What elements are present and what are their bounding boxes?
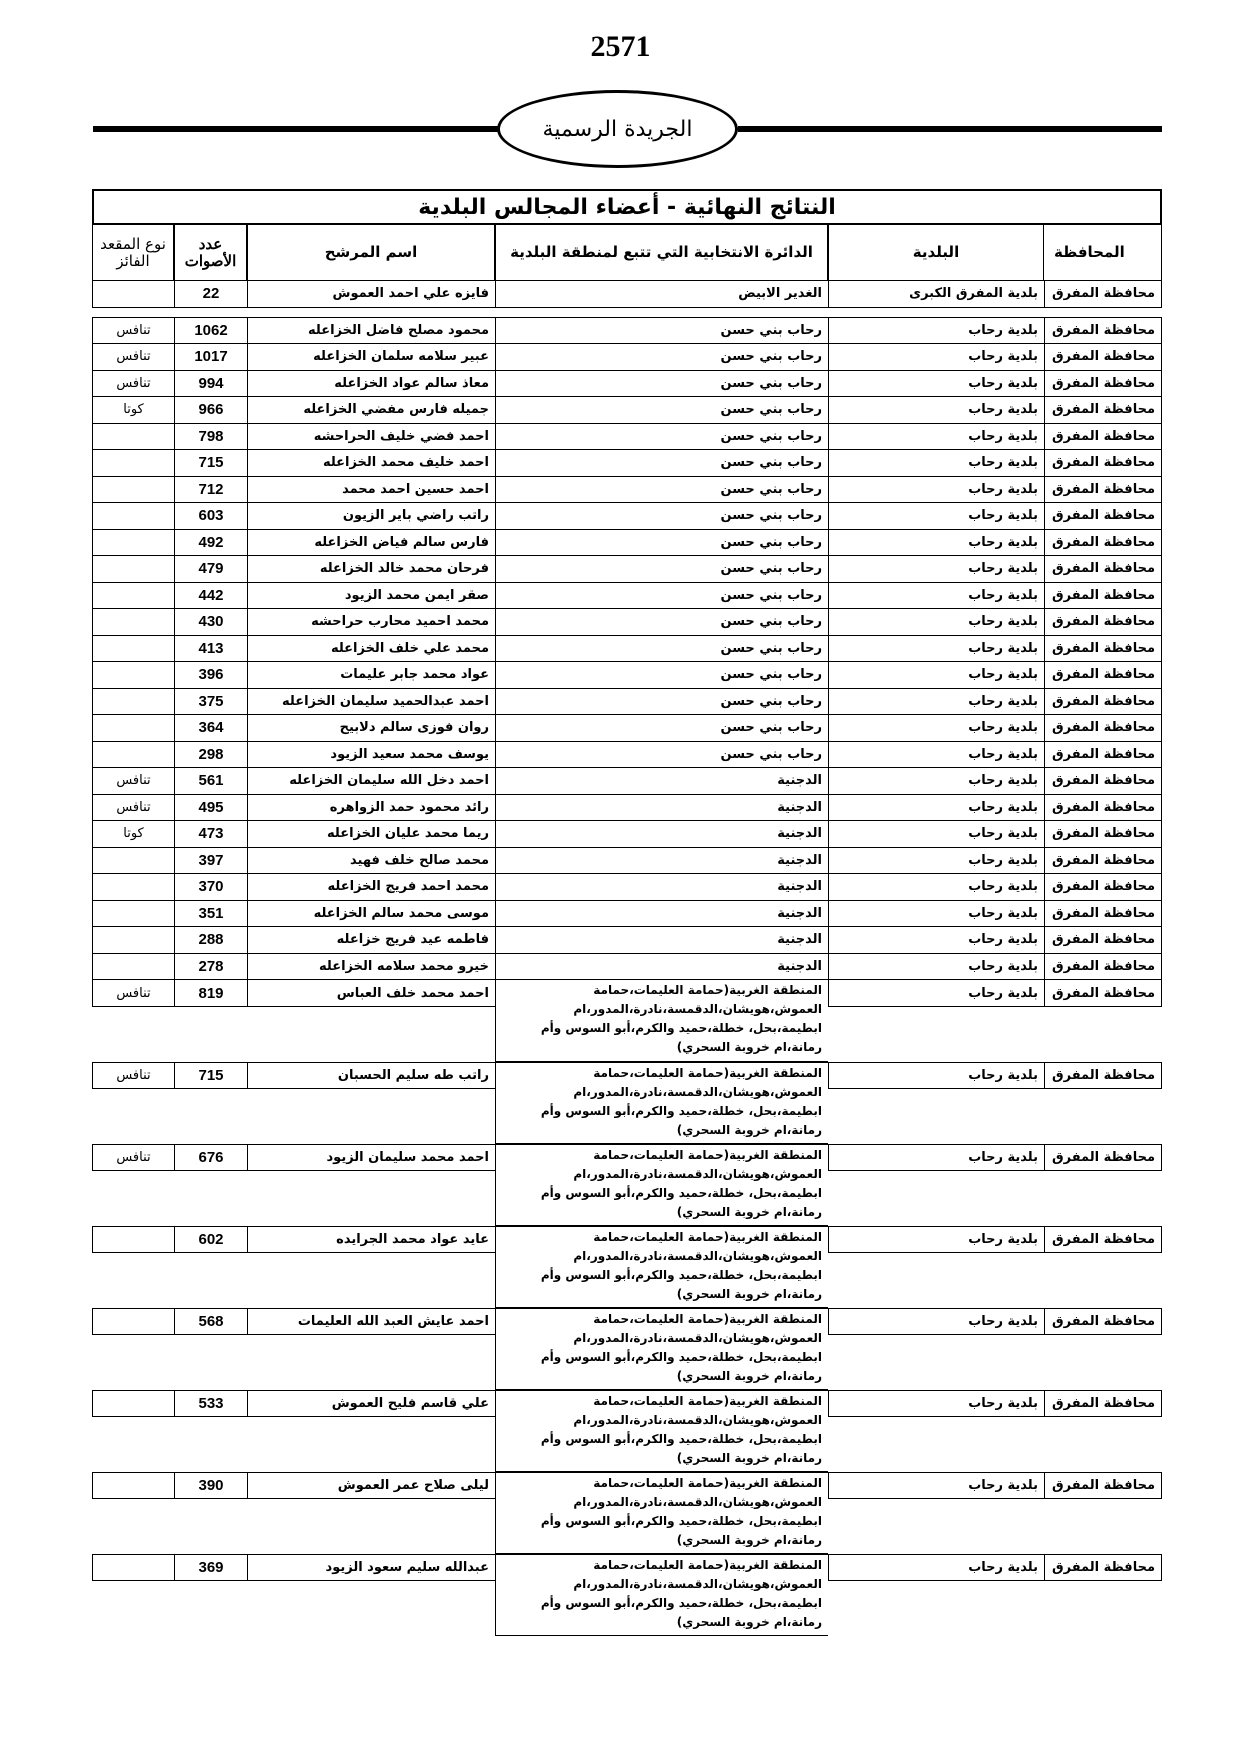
cell-governorate: محافظة المفرق xyxy=(1044,530,1162,557)
cell-candidate-name: فايزه علي احمد العموش xyxy=(247,281,495,308)
cell-seat-type xyxy=(92,848,174,875)
cell-candidate-name: محمد احمد فريج الخزاعله xyxy=(247,874,495,901)
cell-seat-type xyxy=(92,424,174,451)
table-row xyxy=(92,609,1162,636)
cell-candidate-name: احمد فضي خليف الحراحشه xyxy=(247,424,495,451)
cell-municipality: بلدية رحاب xyxy=(828,477,1044,504)
cell-district: رحاب بني حسن xyxy=(495,344,828,371)
header-votes: عدد الأصوات xyxy=(174,225,247,281)
cell-district: رحاب بني حسن xyxy=(495,503,828,530)
cell-candidate-name: ريما محمد عليان الخزاعله xyxy=(247,821,495,848)
cell-district: المنطقة الغربية(حمامة العليمات،حمامة العموش،هويشان،الدقمسة،نادرة،المدور،ام ابطيمة،بحل، خطلة،حميد والكرم،أبو السوس وأم رمانة،ام خروبة السحري) xyxy=(495,1308,828,1390)
cell-district: الدجنية xyxy=(495,848,828,875)
cell-district: المنطقة الغربية(حمامة العليمات،حمامة العموش،هويشان،الدقمسة،نادرة،المدور،ام ابطيمة،بحل، خطلة،حميد والكرم،أبو السوس وأم رمانة،ام خروبة السحري) xyxy=(495,1226,828,1308)
cell-candidate-name: راتب طه سليم الحسبان xyxy=(247,1062,495,1089)
cell-seat-type: كوتا xyxy=(92,821,174,848)
cell-seat-type xyxy=(92,609,174,636)
cell-seat-type xyxy=(92,901,174,928)
cell-votes: 22 xyxy=(174,281,247,308)
cell-municipality: بلدية رحاب xyxy=(828,318,1044,345)
cell-governorate: محافظة المفرق xyxy=(1044,848,1162,875)
cell-district: الدجنية xyxy=(495,768,828,795)
cell-seat-type xyxy=(92,1390,174,1417)
cell-municipality: بلدية رحاب xyxy=(828,530,1044,557)
cell-municipality: بلدية رحاب xyxy=(828,901,1044,928)
cell-candidate-name: ليلى صلاح عمر العموش xyxy=(247,1472,495,1499)
cell-municipality: بلدية رحاب xyxy=(828,556,1044,583)
cell-votes: 298 xyxy=(174,742,247,769)
table-row xyxy=(92,371,1162,398)
cell-municipality: بلدية رحاب xyxy=(828,662,1044,689)
cell-municipality: بلدية رحاب xyxy=(828,450,1044,477)
cell-votes: 966 xyxy=(174,397,247,424)
cell-votes: 819 xyxy=(174,980,247,1007)
table-row xyxy=(92,715,1162,742)
table-row xyxy=(92,742,1162,769)
cell-governorate: محافظة المفرق xyxy=(1044,795,1162,822)
cell-votes: 676 xyxy=(174,1144,247,1171)
table-row xyxy=(92,980,1162,1062)
cell-seat-type: تنافس xyxy=(92,1062,174,1089)
cell-seat-type xyxy=(92,927,174,954)
cell-votes: 568 xyxy=(174,1308,247,1335)
cell-candidate-name: عبدالله سليم سعود الزيود xyxy=(247,1554,495,1581)
cell-governorate: محافظة المفرق xyxy=(1044,424,1162,451)
cell-district: المنطقة الغربية(حمامة العليمات،حمامة العموش،هويشان،الدقمسة،نادرة،المدور،ام ابطيمة،بحل، خطلة،حميد والكرم،أبو السوس وأم رمانة،ام خروبة السحري) xyxy=(495,1144,828,1226)
cell-seat-type: تنافس xyxy=(92,768,174,795)
table-row xyxy=(92,927,1162,954)
header-governorate: المحافظة xyxy=(1044,225,1162,281)
cell-candidate-name: محمد صالح خلف فهيد xyxy=(247,848,495,875)
cell-votes: 994 xyxy=(174,371,247,398)
cell-governorate: محافظة المفرق xyxy=(1044,344,1162,371)
cell-municipality: بلدية رحاب xyxy=(828,1472,1044,1499)
cell-votes: 397 xyxy=(174,848,247,875)
table-row xyxy=(92,874,1162,901)
cell-governorate: محافظة المفرق xyxy=(1044,318,1162,345)
cell-governorate: محافظة المفرق xyxy=(1044,556,1162,583)
cell-municipality: بلدية رحاب xyxy=(828,609,1044,636)
cell-seat-type xyxy=(92,530,174,557)
cell-seat-type xyxy=(92,742,174,769)
table-row xyxy=(92,424,1162,451)
cell-municipality: بلدية رحاب xyxy=(828,954,1044,981)
results-rows xyxy=(92,317,1162,981)
cell-district: رحاب بني حسن xyxy=(495,530,828,557)
header-municipality: البلدية xyxy=(828,225,1044,281)
cell-municipality: بلدية رحاب xyxy=(828,689,1044,716)
cell-municipality: بلدية رحاب xyxy=(828,848,1044,875)
cell-votes: 1017 xyxy=(174,344,247,371)
table-row xyxy=(92,281,1162,308)
cell-district: رحاب بني حسن xyxy=(495,424,828,451)
cell-seat-type xyxy=(92,954,174,981)
cell-votes: 479 xyxy=(174,556,247,583)
cell-votes: 288 xyxy=(174,927,247,954)
header-candidate-name: اسم المرشح xyxy=(247,225,495,281)
table-row xyxy=(92,477,1162,504)
cell-seat-type: تنافس xyxy=(92,318,174,345)
cell-candidate-name: رائد محمود حمد الزواهره xyxy=(247,795,495,822)
cell-governorate: محافظة المفرق xyxy=(1044,450,1162,477)
cell-seat-type xyxy=(92,636,174,663)
cell-votes: 364 xyxy=(174,715,247,742)
cell-candidate-name: عواد محمد جابر عليمات xyxy=(247,662,495,689)
cell-votes: 561 xyxy=(174,768,247,795)
cell-votes: 390 xyxy=(174,1472,247,1499)
cell-governorate: محافظة المفرق xyxy=(1044,821,1162,848)
cell-candidate-name: صقر ايمن محمد الزيود xyxy=(247,583,495,610)
cell-governorate: محافظة المفرق xyxy=(1044,583,1162,610)
cell-seat-type xyxy=(92,450,174,477)
cell-governorate: محافظة المفرق xyxy=(1044,1472,1162,1499)
cell-district: المنطقة الغربية(حمامة العليمات،حمامة العموش،هويشان،الدقمسة،نادرة،المدور،ام ابطيمة،بحل، خطلة،حميد والكرم،أبو السوس وأم رمانة،ام خروبة السحري) xyxy=(495,1390,828,1472)
cell-votes: 533 xyxy=(174,1390,247,1417)
cell-votes: 492 xyxy=(174,530,247,557)
cell-seat-type xyxy=(92,556,174,583)
cell-district: رحاب بني حسن xyxy=(495,318,828,345)
cell-governorate: محافظة المفرق xyxy=(1044,477,1162,504)
cell-votes: 370 xyxy=(174,874,247,901)
cell-district: المنطقة الغربية(حمامة العليمات،حمامة العموش،هويشان،الدقمسة،نادرة،المدور،ام ابطيمة،بحل، خطلة،حميد والكرم،أبو السوس وأم رمانة،ام خروبة السحري) xyxy=(495,1472,828,1554)
cell-district: رحاب بني حسن xyxy=(495,662,828,689)
table-title: النتائج النهائية - أعضاء المجالس البلدية xyxy=(92,189,1162,225)
cell-seat-type xyxy=(92,1226,174,1253)
cell-municipality: بلدية رحاب xyxy=(828,503,1044,530)
cell-district: رحاب بني حسن xyxy=(495,371,828,398)
cell-district: رحاب بني حسن xyxy=(495,636,828,663)
header-rule-right xyxy=(738,126,1162,132)
cell-municipality: بلدية رحاب xyxy=(828,424,1044,451)
cell-candidate-name: موسى محمد سالم الخزاعله xyxy=(247,901,495,928)
cell-governorate: محافظة المفرق xyxy=(1044,715,1162,742)
cell-seat-type xyxy=(92,662,174,689)
cell-municipality: بلدية رحاب xyxy=(828,344,1044,371)
cell-municipality: بلدية رحاب xyxy=(828,1390,1044,1417)
cell-municipality: بلدية رحاب xyxy=(828,715,1044,742)
header-rule-left xyxy=(93,126,498,132)
gazette-title: الجريدة الرسمية xyxy=(542,116,693,142)
cell-candidate-name: احمد دخل الله سليمان الخزاعله xyxy=(247,768,495,795)
cell-district: المنطقة الغربية(حمامة العليمات،حمامة العموش،هويشان،الدقمسة،نادرة،المدور،ام ابطيمة،بحل، خطلة،حميد والكرم،أبو السوس وأم رمانة،ام خروبة السحري) xyxy=(495,980,828,1062)
cell-governorate: محافظة المفرق xyxy=(1044,636,1162,663)
cell-candidate-name: احمد محمد خلف العباس xyxy=(247,980,495,1007)
header-seat-type: نوع المقعد الفائز xyxy=(92,225,174,281)
table-row xyxy=(92,397,1162,424)
cell-district: رحاب بني حسن xyxy=(495,477,828,504)
cell-candidate-name: فرحان محمد خالد الخزاعله xyxy=(247,556,495,583)
cell-candidate-name: راتب راضي باير الزيون xyxy=(247,503,495,530)
cell-votes: 603 xyxy=(174,503,247,530)
cell-votes: 413 xyxy=(174,636,247,663)
cell-votes: 430 xyxy=(174,609,247,636)
cell-governorate: محافظة المفرق xyxy=(1044,371,1162,398)
cell-district: رحاب بني حسن xyxy=(495,450,828,477)
table-row xyxy=(92,1308,1162,1390)
cell-seat-type xyxy=(92,874,174,901)
cell-votes: 278 xyxy=(174,954,247,981)
cell-seat-type xyxy=(92,1472,174,1499)
table-row xyxy=(92,662,1162,689)
cell-seat-type xyxy=(92,1308,174,1335)
table-row xyxy=(92,317,1162,345)
cell-governorate: محافظة المفرق xyxy=(1044,742,1162,769)
table-row xyxy=(92,556,1162,583)
cell-district: الدجنية xyxy=(495,821,828,848)
cell-district: الغدير الابيض xyxy=(495,281,828,308)
cell-municipality: بلدية رحاب xyxy=(828,742,1044,769)
cell-district: رحاب بني حسن xyxy=(495,556,828,583)
cell-district: رحاب بني حسن xyxy=(495,715,828,742)
cell-candidate-name: احمد حسين احمد محمد xyxy=(247,477,495,504)
table-row xyxy=(92,768,1162,795)
cell-seat-type xyxy=(92,477,174,504)
cell-candidate-name: عبير سلامه سلمان الخزاعله xyxy=(247,344,495,371)
table-row xyxy=(92,1390,1162,1472)
cell-governorate: محافظة المفرق xyxy=(1044,503,1162,530)
cell-candidate-name: خيرو محمد سلامه الخزاعله xyxy=(247,954,495,981)
cell-seat-type: تنافس xyxy=(92,980,174,1007)
cell-candidate-name: محمد احميد محارب حراحشه xyxy=(247,609,495,636)
cell-seat-type xyxy=(92,583,174,610)
cell-district: المنطقة الغربية(حمامة العليمات،حمامة العموش،هويشان،الدقمسة،نادرة،المدور،ام ابطيمة،بحل، خطلة،حميد والكرم،أبو السوس وأم رمانة،ام خروبة السحري) xyxy=(495,1554,828,1636)
cell-district: الدجنية xyxy=(495,927,828,954)
table-header-row xyxy=(92,225,1162,281)
cell-municipality: بلدية رحاب xyxy=(828,371,1044,398)
cell-municipality: بلدية رحاب xyxy=(828,1308,1044,1335)
table-row xyxy=(92,795,1162,822)
cell-candidate-name: احمد عبدالحميد سليمان الخزاعله xyxy=(247,689,495,716)
cell-candidate-name: محمد علي خلف الخزاعله xyxy=(247,636,495,663)
cell-governorate: محافظة المفرق xyxy=(1044,609,1162,636)
cell-district: الدجنية xyxy=(495,874,828,901)
cell-votes: 442 xyxy=(174,583,247,610)
cell-governorate: محافظة المفرق xyxy=(1044,689,1162,716)
cell-candidate-name: محمود مصلح فاضل الخزاعله xyxy=(247,318,495,345)
cell-candidate-name: يوسف محمد سعيد الزيود xyxy=(247,742,495,769)
table-row xyxy=(92,1554,1162,1636)
cell-governorate: محافظة المفرق xyxy=(1044,1062,1162,1089)
cell-municipality: بلدية رحاب xyxy=(828,1062,1044,1089)
cell-seat-type xyxy=(92,689,174,716)
table-row xyxy=(92,503,1162,530)
cell-votes: 602 xyxy=(174,1226,247,1253)
page-number: 2571 xyxy=(590,30,651,63)
cell-governorate: محافظة المفرق xyxy=(1044,1554,1162,1581)
cell-governorate: محافظة المفرق xyxy=(1044,281,1162,308)
cell-candidate-name: احمد عايش العبد الله العليمات xyxy=(247,1308,495,1335)
cell-candidate-name: احمد خليف محمد الخزاعله xyxy=(247,450,495,477)
cell-governorate: محافظة المفرق xyxy=(1044,1144,1162,1171)
cell-district: الدجنية xyxy=(495,901,828,928)
cell-seat-type xyxy=(92,281,174,308)
cell-candidate-name: معاذ سالم عواد الخزاعله xyxy=(247,371,495,398)
cell-municipality: بلدية رحاب xyxy=(828,980,1044,1007)
cell-seat-type xyxy=(92,1554,174,1581)
cell-votes: 715 xyxy=(174,450,247,477)
cell-votes: 798 xyxy=(174,424,247,451)
cell-votes: 473 xyxy=(174,821,247,848)
cell-municipality: بلدية رحاب xyxy=(828,1226,1044,1253)
cell-district: المنطقة الغربية(حمامة العليمات،حمامة العموش،هويشان،الدقمسة،نادرة،المدور،ام ابطيمة،بحل، خطلة،حميد والكرم،أبو السوس وأم رمانة،ام خروبة السحري) xyxy=(495,1062,828,1144)
table-row xyxy=(92,954,1162,981)
cell-municipality: بلدية رحاب xyxy=(828,927,1044,954)
cell-votes: 351 xyxy=(174,901,247,928)
table-row xyxy=(92,1472,1162,1554)
header-district: الدائرة الانتخابية التي تتبع لمنطقة البلدية xyxy=(495,225,828,281)
table-row xyxy=(92,1144,1162,1226)
table-row xyxy=(92,1226,1162,1308)
cell-municipality: بلدية رحاب xyxy=(828,583,1044,610)
cell-municipality: بلدية رحاب xyxy=(828,874,1044,901)
cell-governorate: محافظة المفرق xyxy=(1044,901,1162,928)
table-row xyxy=(92,450,1162,477)
cell-candidate-name: علي قاسم فليح العموش xyxy=(247,1390,495,1417)
cell-municipality: بلدية رحاب xyxy=(828,397,1044,424)
cell-votes: 369 xyxy=(174,1554,247,1581)
cell-seat-type: تنافس xyxy=(92,1144,174,1171)
cell-votes: 715 xyxy=(174,1062,247,1089)
table-row xyxy=(92,901,1162,928)
table-row xyxy=(92,821,1162,848)
cell-seat-type xyxy=(92,715,174,742)
cell-municipality: بلدية رحاب xyxy=(828,1554,1044,1581)
table-row xyxy=(92,848,1162,875)
cell-municipality: بلدية رحاب xyxy=(828,821,1044,848)
cell-governorate: محافظة المفرق xyxy=(1044,1226,1162,1253)
cell-district: الدجنية xyxy=(495,954,828,981)
table-row xyxy=(92,1062,1162,1144)
cell-district: رحاب بني حسن xyxy=(495,689,828,716)
table-row xyxy=(92,344,1162,371)
table-row xyxy=(92,689,1162,716)
cell-votes: 375 xyxy=(174,689,247,716)
gazette-header-oval xyxy=(497,90,738,168)
cell-candidate-name: فارس سالم فياض الخزاعله xyxy=(247,530,495,557)
table-row xyxy=(92,636,1162,663)
cell-seat-type: تنافس xyxy=(92,344,174,371)
cell-district: رحاب بني حسن xyxy=(495,397,828,424)
cell-candidate-name: روان فوزى سالم دلابيح xyxy=(247,715,495,742)
western-district-rows xyxy=(92,980,1162,1636)
cell-governorate: محافظة المفرق xyxy=(1044,768,1162,795)
cell-governorate: محافظة المفرق xyxy=(1044,927,1162,954)
cell-municipality: بلدية رحاب xyxy=(828,1144,1044,1171)
table-row xyxy=(92,530,1162,557)
cell-votes: 1062 xyxy=(174,318,247,345)
cell-seat-type: تنافس xyxy=(92,795,174,822)
cell-candidate-name: فاطمه عيد فريج خزاعله xyxy=(247,927,495,954)
cell-governorate: محافظة المفرق xyxy=(1044,397,1162,424)
results-table xyxy=(92,189,1162,1636)
cell-municipality: بلدية رحاب xyxy=(828,795,1044,822)
cell-candidate-name: احمد محمد سليمان الزيود xyxy=(247,1144,495,1171)
cell-governorate: محافظة المفرق xyxy=(1044,954,1162,981)
cell-district: الدجنية xyxy=(495,795,828,822)
cell-seat-type xyxy=(92,503,174,530)
cell-votes: 712 xyxy=(174,477,247,504)
cell-governorate: محافظة المفرق xyxy=(1044,874,1162,901)
cell-municipality: بلدية رحاب xyxy=(828,768,1044,795)
cell-seat-type: كوتا xyxy=(92,397,174,424)
table-row xyxy=(92,583,1162,610)
cell-district: رحاب بني حسن xyxy=(495,583,828,610)
cell-governorate: محافظة المفرق xyxy=(1044,980,1162,1007)
cell-candidate-name: عايد عواد محمد الجرايده xyxy=(247,1226,495,1253)
cell-governorate: محافظة المفرق xyxy=(1044,1390,1162,1417)
cell-governorate: محافظة المفرق xyxy=(1044,662,1162,689)
cell-votes: 396 xyxy=(174,662,247,689)
cell-municipality: بلدية المفرق الكبرى xyxy=(828,281,1044,308)
cell-governorate: محافظة المفرق xyxy=(1044,1308,1162,1335)
cell-votes: 495 xyxy=(174,795,247,822)
cell-candidate-name: جميله فارس مفضي الخزاعله xyxy=(247,397,495,424)
cell-district: رحاب بني حسن xyxy=(495,742,828,769)
cell-district: رحاب بني حسن xyxy=(495,609,828,636)
cell-seat-type: تنافس xyxy=(92,371,174,398)
cell-municipality: بلدية رحاب xyxy=(828,636,1044,663)
